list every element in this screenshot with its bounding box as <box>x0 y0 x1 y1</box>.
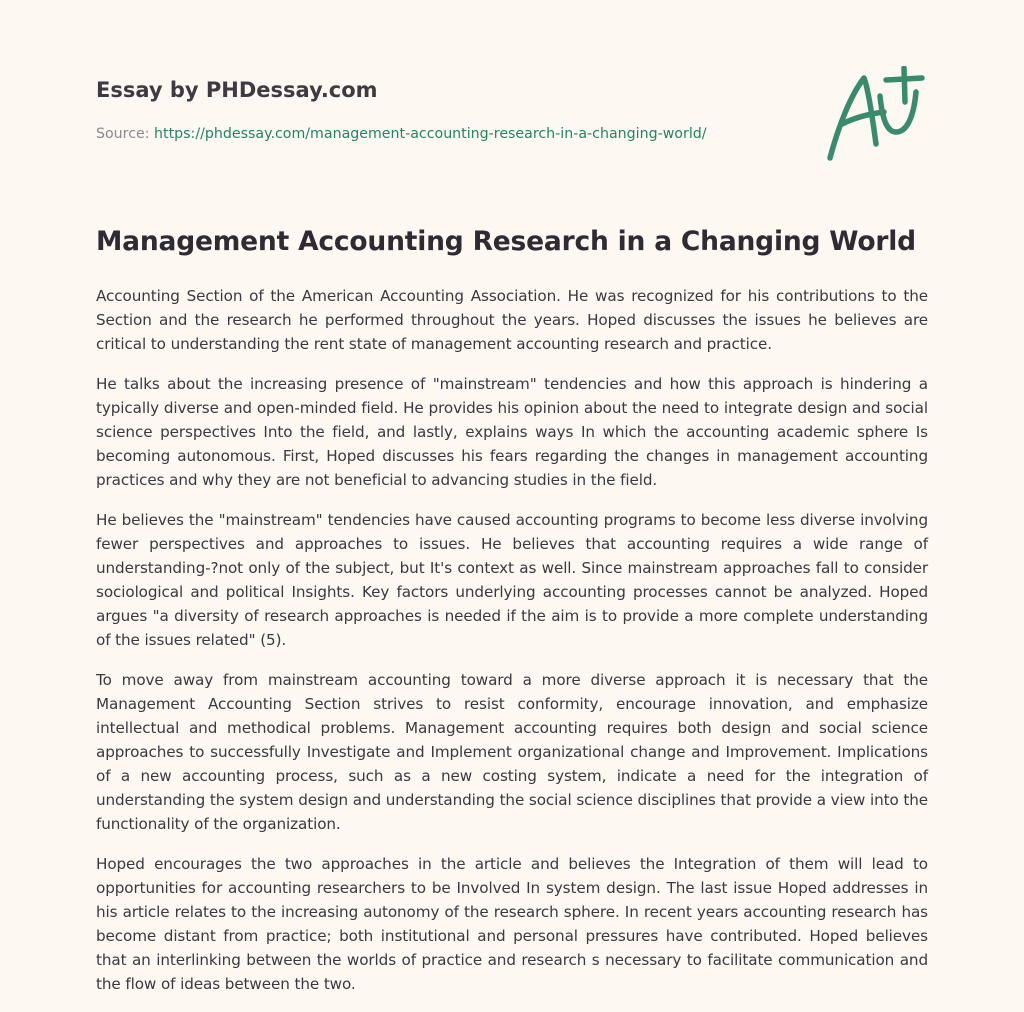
essay-title: Management Accounting Research in a Changing World <box>96 226 916 257</box>
essay-paragraph: Hoped encourages the two approaches in the article and believes the Integration of them will lead to opportunities for accounting researchers to be Involved In system design. The last issue Hoped addresses in his article relates to the increasing autonomy of the research sphere. In recent years accounting research has become distant from practice; both institutional and personal pressures have contributed. Hoped believes that an interlinking between the worlds of practice and research s necessary to facilitate communication and the flow of ideas between the two. <box>96 855 928 993</box>
header <box>96 76 796 144</box>
essay-paragraph: He talks about the increasing presence of "mainstream" tendencies and how this approach is hindering a typically diverse and open-minded field. He provides his opinion about the need to integrate design and social science perspectives Into the field, and lastly, explains ways In which the accounting academic sphere Is becoming autonomous. First, Hoped discusses his fears regarding the changes in management accounting practices and why they are not beneficial to advancing studies in the field. <box>96 375 928 489</box>
brand-title: Essay by PHDessay.com <box>96 78 378 102</box>
a-plus-grade-icon <box>820 66 930 166</box>
source-label: Source: <box>96 126 155 142</box>
essay-paragraph: Accounting Section of the American Accounting Association. He was recognized for his contributions to the Section and the research he performed throughout the years. Hoped discusses the issues he believes are critical to understanding the rent state of management accounting research and practice. <box>96 287 928 353</box>
essay-paragraph: To move away from mainstream accounting toward a more diverse approach it is necessary that the Management Accounting Section strives to resist conformity, encourage innovation, and emphasize intellectual and methodical problems. Management accounting requires both design and social science approaches to successfully Investigate and Implement organizational change and Improvement. Implications of a new accounting process, such as a new costing system, indicate a need for the integration of understanding the system design and understanding the social science disciplines that provide a view into the functionality of the organization. <box>96 671 928 833</box>
source-link[interactable]: https://phdessay.com/management-accounting-research-in-a-changing-world/ <box>154 126 707 142</box>
essay-paragraph: He believes the "mainstream" tendencies have caused accounting programs to become less diverse involving fewer perspectives and approaches to issues. He believes that accounting requires a wide range of understanding-?not only of the subject, but It's context as well. Since mainstream approaches fall to consider sociological and political Insights. Key factors underlying accounting processes cannot be analyzed. Hoped argues "a diversity of research approaches is needed if the aim is to provide a more complete understanding of the issues related" (5). <box>96 511 928 649</box>
essay-body <box>96 284 928 1012</box>
source-line <box>96 124 796 144</box>
